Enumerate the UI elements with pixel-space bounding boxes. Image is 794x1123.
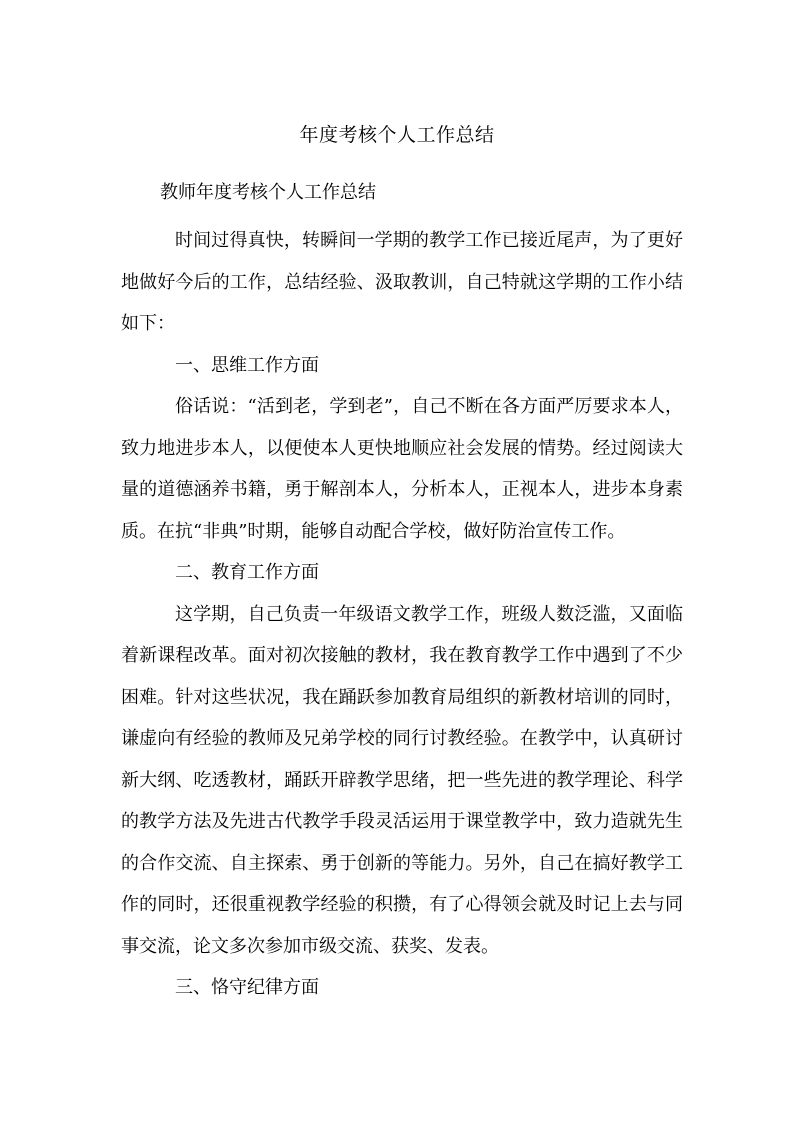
document-subtitle: 教师年度考核个人工作总结: [160, 182, 376, 203]
section-heading-ideology: 一、思维工作方面: [175, 354, 319, 376]
document-title: 年度考核个人工作总结: [299, 124, 495, 146]
section-heading-education: 二、教育工作方面: [175, 562, 319, 583]
intro-paragraph: 时间过得真快，转瞬间一学期的教学工作已接近尾声，为了更好地做好今后的工作，总结经验、汲取教训，自己特就这学期的工作小结如下：: [121, 230, 683, 334]
section-body-education: 这学期，自己负责一年级语文教学工作，班级人数泛滥，又面临着新课程改革。面对初次接触的教材，我在教育教学工作中遇到了不少困难。针对这些状况，我在踊跃参加教育局组织的新教材培训的同时，谦虚向有经验的教师及兄弟学校的同行讨教经验。在教学中，认真研讨新大纲、吃透教材，踊跃开辟教学思绪，把一些先进的教学理论、科学的教学方法及先进古代教学手段灵活运用于课堂教学中，致力造就先生的合作交流、自主探索、勇于创新的等能力。另外，自己在搞好教学工作的同时，还很重视教学经验的积攒，有了心得领会就及时记上去与同事交流，论文多次参加市级交流、获奖、发表。: [121, 603, 683, 957]
section-body-ideology: 俗话说：“活到老，学到老”，自己不断在各方面严厉要求本人，致力地进步本人，以便使本人更快地顺应社会发展的情势。经过阅读大量的道德涵养书籍，勇于解剖本人，分析本人，正视本人，进步本身素质。在抗“非典”时期，能够自动配合学校，做好防治宣传工作。: [121, 396, 683, 542]
document-body: [121, 179, 683, 1009]
section-heading-discipline: 三、恪守纪律方面: [175, 977, 319, 998]
